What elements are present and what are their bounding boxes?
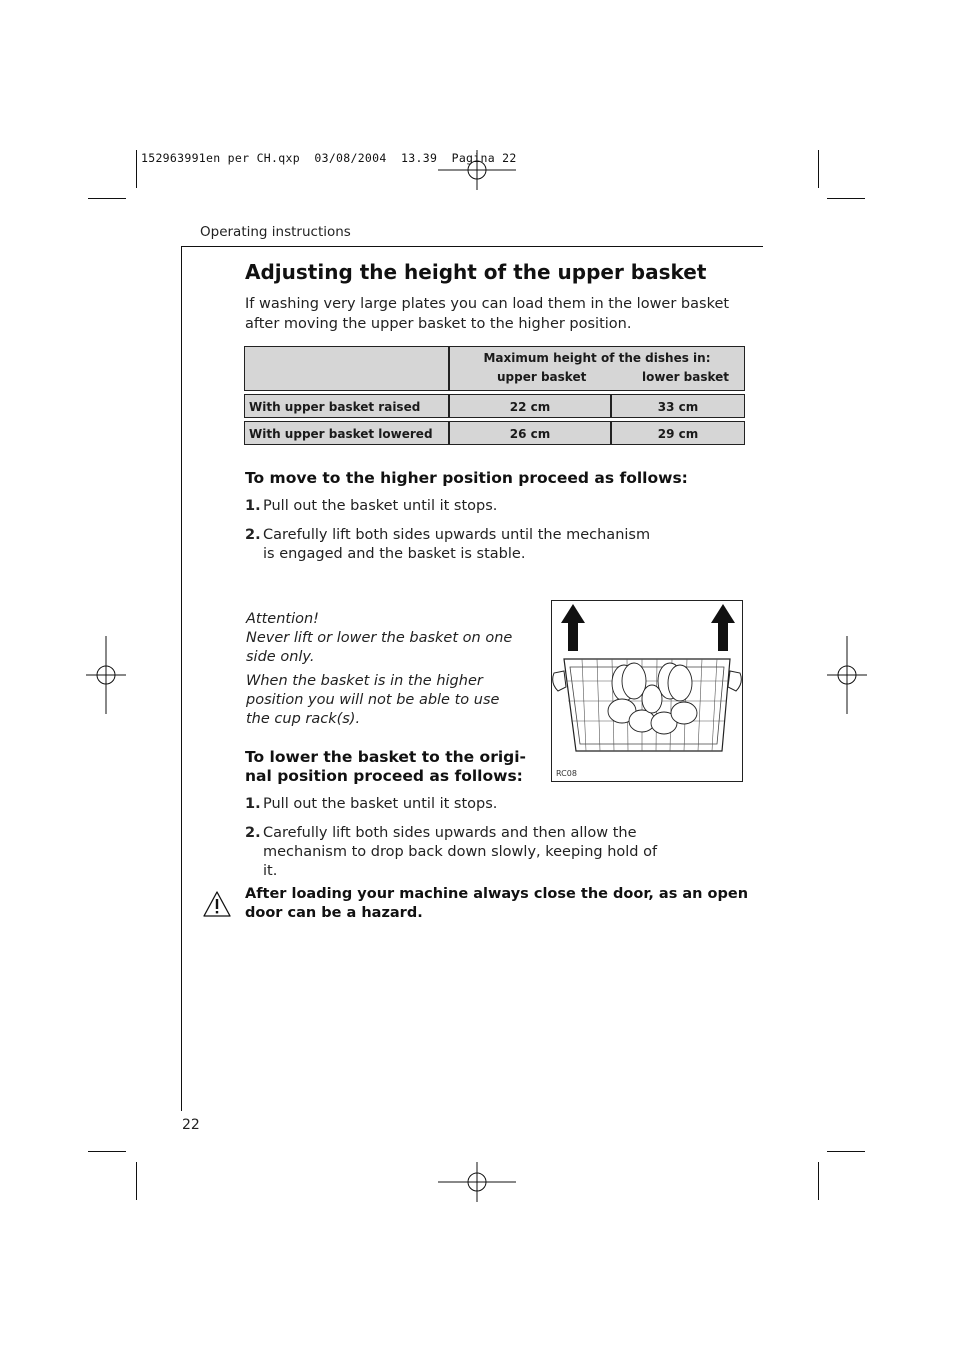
crop-mark [88, 1151, 126, 1152]
section-label: Operating instructions [200, 224, 351, 240]
crop-mark [136, 150, 137, 188]
lower-step-2 [245, 824, 670, 881]
lower-heading-line-2: nal position proceed as follows: [245, 767, 523, 785]
lower-heading-line-1: To lower the basket to the origi- [245, 748, 526, 766]
header-rule [181, 246, 763, 247]
table-row [244, 394, 745, 419]
basket-figure [551, 600, 743, 782]
margin-rule [181, 246, 182, 1111]
print-slug: 152963991en per CH.qxp 03/08/2004 13.39 Pagina 22 [141, 151, 517, 165]
table-col-lower: lower basket [642, 370, 730, 384]
raise-step-1 [245, 497, 685, 516]
registration-mark-bottom [438, 1162, 516, 1202]
crop-mark [818, 150, 819, 188]
table-row-label: With upper basket lowered [244, 421, 449, 445]
table-header [244, 346, 745, 391]
registration-mark-right [827, 636, 867, 714]
table-cell-upper: 26 cm [449, 421, 611, 445]
step-number: 2. [245, 825, 261, 841]
table-header-main: Maximum height of the dishes in: [483, 351, 711, 365]
table-col-upper: upper basket [497, 370, 587, 384]
step-number: 1. [245, 796, 261, 812]
attention-line-1: Never lift or lower the basket on one side only. [246, 630, 513, 665]
step-text: Pull out the basket until it stops. [263, 498, 498, 514]
table-row [244, 421, 745, 446]
crop-mark [827, 198, 865, 199]
basket-raise-illustration [552, 601, 742, 781]
lower-step-1 [245, 795, 685, 814]
crop-mark [818, 1162, 819, 1200]
table-header-empty [244, 346, 449, 391]
crop-mark [88, 198, 126, 199]
warning-text: After loading your machine always close the door, as an open door can be a hazard. [245, 886, 749, 921]
page-title: Adjusting the height of the upper basket [245, 260, 707, 284]
figure-caption: RC08 [556, 769, 577, 778]
registration-mark-left [86, 636, 126, 714]
page-number: 22 [182, 1117, 200, 1133]
table-cell-lower: 33 cm [611, 394, 745, 418]
raise-heading: To move to the higher position proceed as follows: [245, 469, 688, 487]
table-cell-upper: 22 cm [449, 394, 611, 418]
table-cell-lower: 29 cm [611, 421, 745, 445]
step-number: 2. [245, 527, 261, 543]
intro-paragraph: If washing very large plates you can load them in the lower basket after moving the upper basket to the higher position. [245, 296, 730, 332]
table-header-dims [449, 346, 745, 391]
step-text: Carefully lift both sides upwards and then allow the mechanism to drop back down slowly, keeping hold of it. [263, 825, 658, 879]
attention-title: Attention! [246, 611, 319, 627]
crop-mark [136, 1162, 137, 1200]
step-number: 1. [245, 498, 261, 514]
warning-triangle-icon [202, 890, 232, 918]
step-text: Carefully lift both sides upwards until the mechanism is engaged and the basket is stable. [263, 527, 651, 562]
table-row-label: With upper basket raised [244, 394, 449, 418]
raise-step-2 [245, 526, 665, 564]
crop-mark [827, 1151, 865, 1152]
step-text: Pull out the basket until it stops. [263, 796, 498, 812]
attention-line-2: When the basket is in the higher position you will not be able to use the cup rack(s). [246, 673, 500, 727]
